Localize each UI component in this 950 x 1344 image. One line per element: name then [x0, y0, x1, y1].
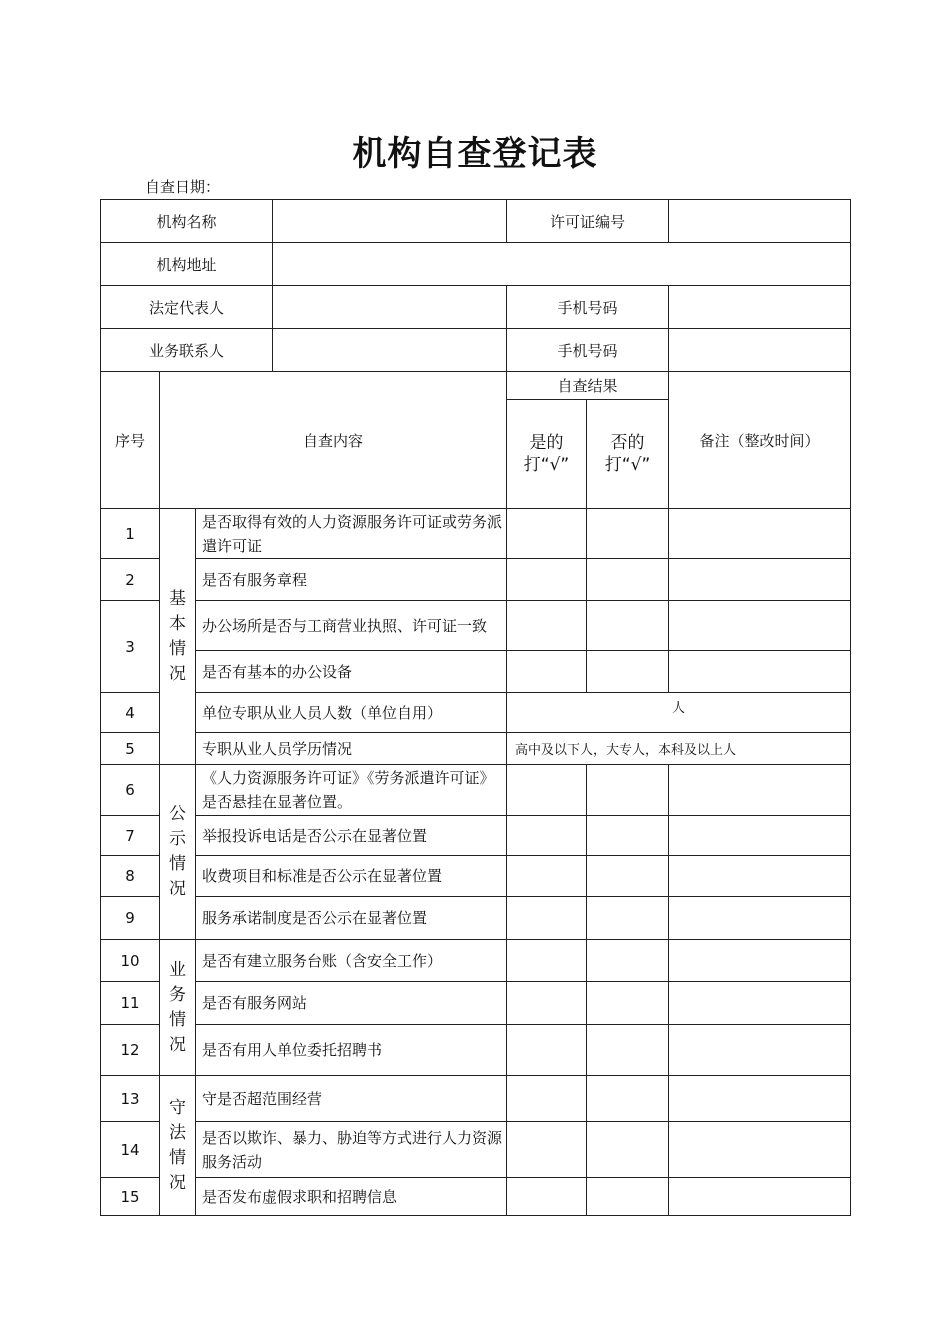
no-cell[interactable] [587, 651, 669, 693]
row-item: 是否发布虚假求职和招聘信息 [196, 1178, 507, 1216]
row-item: 是否有建立服务台账（含安全工作） [196, 940, 507, 982]
yes-cell[interactable] [507, 1076, 587, 1122]
remark-cell[interactable] [669, 509, 851, 559]
remark-cell[interactable] [669, 982, 851, 1025]
self-check-date-label: 自查日期： [145, 178, 221, 196]
row-no: 11 [101, 982, 160, 1025]
license-no-label: 许可证编号 [507, 200, 669, 243]
yes-cell[interactable] [507, 601, 587, 651]
yes-cell[interactable] [507, 765, 587, 816]
content-header: 自查内容 [160, 372, 507, 509]
seq-header: 序号 [101, 372, 160, 509]
remark-cell[interactable] [669, 816, 851, 856]
contact-field[interactable] [273, 329, 507, 372]
remark-cell[interactable] [669, 1122, 851, 1178]
phone-label: 手机号码 [507, 329, 669, 372]
registration-table [100, 199, 851, 1216]
remark-cell[interactable] [669, 1025, 851, 1076]
row-item: 守是否超范围经营 [196, 1076, 507, 1122]
remark-cell[interactable] [669, 1178, 851, 1216]
remark-header: 备注（整改时间） [669, 372, 851, 509]
no-cell[interactable] [587, 982, 669, 1025]
yes-cell[interactable] [507, 509, 587, 559]
yes-cell[interactable] [507, 559, 587, 601]
education-field[interactable]: 高中及以下人，大专人，本科及以上人 [507, 733, 851, 765]
row-no: 1 [101, 509, 160, 559]
group-public-label: 公 示 情 况 [160, 765, 196, 940]
row-item: 专职从业人员学历情况 [196, 733, 507, 765]
yes-cell[interactable] [507, 816, 587, 856]
contact-label: 业务联系人 [101, 329, 273, 372]
row-no: 15 [101, 1178, 160, 1216]
remark-cell[interactable] [669, 559, 851, 601]
no-cell[interactable] [587, 601, 669, 651]
no-cell[interactable] [587, 1076, 669, 1122]
row-item: 服务承诺制度是否公示在显著位置 [196, 897, 507, 940]
remark-cell[interactable] [669, 601, 851, 651]
row-item: 单位专职从业人员人数（单位自用） [196, 693, 507, 733]
row-no: 2 [101, 559, 160, 601]
staff-count-field[interactable]: 人 [507, 693, 851, 733]
row-item: 是否有服务网站 [196, 982, 507, 1025]
row-no: 7 [101, 816, 160, 856]
legal-rep-field[interactable] [273, 286, 507, 329]
yes-cell[interactable] [507, 1178, 587, 1216]
org-name-label: 机构名称 [101, 200, 273, 243]
no-cell[interactable] [587, 765, 669, 816]
no-cell[interactable] [587, 897, 669, 940]
row-item: 是否有用人单位委托招聘书 [196, 1025, 507, 1076]
legal-rep-phone-field[interactable] [669, 286, 851, 329]
phone-label: 手机号码 [507, 286, 669, 329]
row-no: 12 [101, 1025, 160, 1076]
yes-cell[interactable] [507, 940, 587, 982]
row-item: 举报投诉电话是否公示在显著位置 [196, 816, 507, 856]
no-cell[interactable] [587, 1122, 669, 1178]
no-tick-header: 否的打“√” [587, 400, 669, 509]
no-cell[interactable] [587, 559, 669, 601]
org-name-field[interactable] [273, 200, 507, 243]
row-item: 《人力资源服务许可证》《劳务派遣许可证》是否悬挂在显著位置。 [196, 765, 507, 816]
yes-cell[interactable] [507, 651, 587, 693]
contact-phone-field[interactable] [669, 329, 851, 372]
row-no: 13 [101, 1076, 160, 1122]
row-item: 是否有服务章程 [196, 559, 507, 601]
no-cell[interactable] [587, 509, 669, 559]
row-no: 9 [101, 897, 160, 940]
group-basic-label: 基 本 情 况 [160, 509, 196, 765]
row-no: 3 [101, 601, 160, 693]
result-header: 自查结果 [507, 372, 669, 400]
yes-tick-header: 是的打“√” [507, 400, 587, 509]
remark-cell[interactable] [669, 940, 851, 982]
address-label: 机构地址 [101, 243, 273, 286]
row-no: 6 [101, 765, 160, 816]
group-business-label: 业 务 情 况 [160, 940, 196, 1076]
row-item: 是否有基本的办公设备 [196, 651, 507, 693]
no-cell[interactable] [587, 940, 669, 982]
address-field[interactable] [273, 243, 851, 286]
row-no: 4 [101, 693, 160, 733]
row-item: 是否以欺诈、暴力、胁迫等方式进行人力资源服务活动 [196, 1122, 507, 1178]
remark-cell[interactable] [669, 1076, 851, 1122]
no-cell[interactable] [587, 816, 669, 856]
yes-cell[interactable] [507, 897, 587, 940]
no-cell[interactable] [587, 1178, 669, 1216]
page-title: 机构自查登记表 [352, 134, 598, 174]
row-no: 14 [101, 1122, 160, 1178]
row-no: 8 [101, 856, 160, 897]
yes-cell[interactable] [507, 1025, 587, 1076]
remark-cell[interactable] [669, 897, 851, 940]
row-no: 5 [101, 733, 160, 765]
row-item: 办公场所是否与工商营业执照、许可证一致 [196, 601, 507, 651]
row-item: 是否取得有效的人力资源服务许可证或劳务派遣许可证 [196, 509, 507, 559]
no-cell[interactable] [587, 856, 669, 897]
legal-rep-label: 法定代表人 [101, 286, 273, 329]
license-no-field[interactable] [669, 200, 851, 243]
no-cell[interactable] [587, 1025, 669, 1076]
yes-cell[interactable] [507, 1122, 587, 1178]
remark-cell[interactable] [669, 651, 851, 693]
yes-cell[interactable] [507, 856, 587, 897]
yes-cell[interactable] [507, 982, 587, 1025]
remark-cell[interactable] [669, 856, 851, 897]
row-item: 收费项目和标准是否公示在显著位置 [196, 856, 507, 897]
row-no: 10 [101, 940, 160, 982]
group-law-label: 守 法 情 况 [160, 1076, 196, 1216]
remark-cell[interactable] [669, 765, 851, 816]
